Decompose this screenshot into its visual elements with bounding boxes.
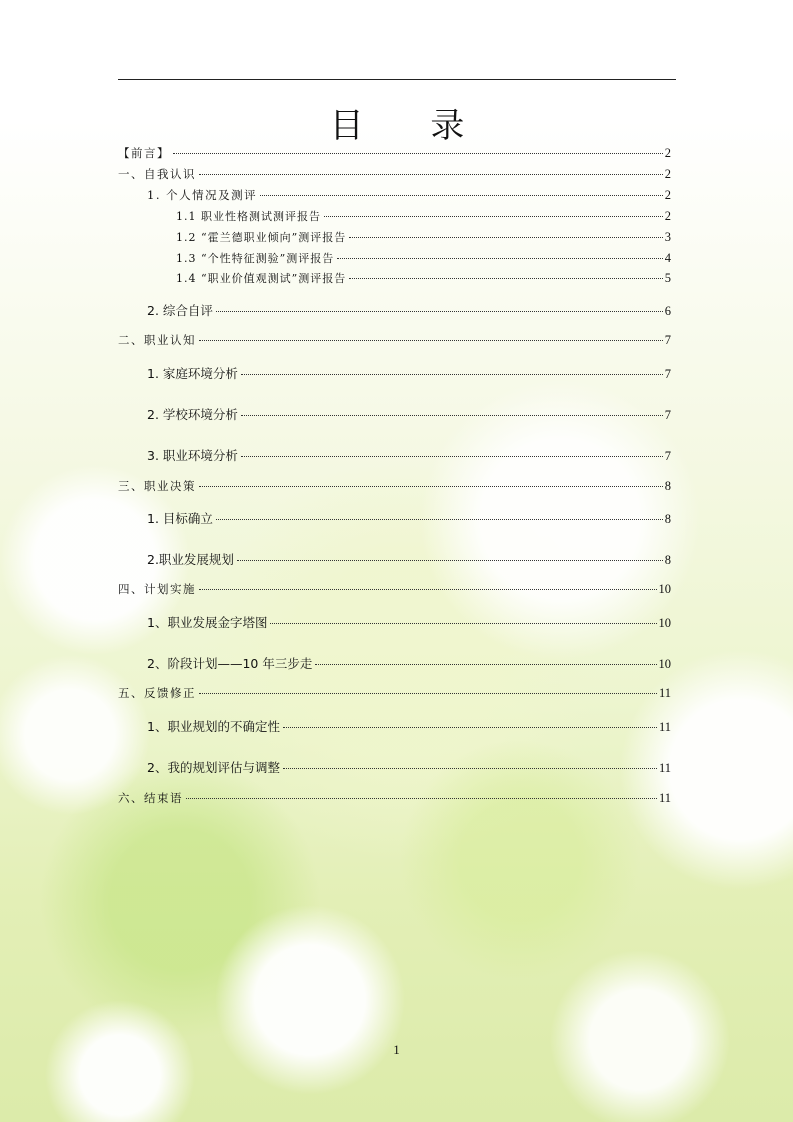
toc-entry-page: 8	[664, 512, 671, 526]
toc-entry-label: 【前言】	[118, 146, 170, 160]
toc-entry-label: 二、职业认知	[118, 333, 196, 347]
toc-entry-uncertainty[interactable]	[147, 717, 671, 733]
toc-leader	[199, 589, 657, 590]
toc-entry-page: 10	[658, 616, 671, 630]
toc-entry-label: 1、职业发展金字塔图	[147, 615, 268, 630]
toc-entry-stage-plan[interactable]	[147, 654, 671, 670]
toc-title: 目 录	[329, 106, 493, 146]
toc-leader	[349, 237, 663, 238]
toc-entry-label: 2、我的规划评估与调整	[147, 760, 280, 775]
toc-leader	[216, 519, 663, 520]
toc-entry-label: 1. 目标确立	[147, 511, 213, 526]
toc-entry-assessment-adjustment[interactable]	[147, 758, 671, 774]
toc-entry-page: 7	[664, 333, 671, 347]
toc-leader	[199, 340, 663, 341]
toc-entry-label: 1.2 “霍兰德职业倾向”测评报告	[176, 231, 347, 244]
toc-entry-page: 2	[664, 167, 671, 181]
toc-entry-label: 1. 家庭环境分析	[147, 366, 238, 381]
toc-entry-school-analysis[interactable]	[147, 405, 671, 421]
toc-entry-page: 6	[664, 304, 671, 318]
toc-entry-page: 7	[664, 408, 671, 422]
toc-entry-preface[interactable]	[118, 145, 671, 161]
toc-leader	[349, 278, 663, 279]
toc-leader	[315, 664, 656, 665]
toc-entry-page: 2	[664, 188, 671, 202]
toc-entry-values-test[interactable]	[176, 270, 671, 286]
toc-leader	[237, 560, 663, 561]
toc-entry-label: 一、自我认识	[118, 167, 196, 181]
toc-entry-label: 三、职业决策	[118, 479, 196, 493]
toc-entry-career-environment[interactable]	[147, 446, 671, 462]
toc-entry-label: 五、反馈修正	[118, 686, 196, 700]
toc-leader	[199, 486, 663, 487]
toc-leader	[241, 415, 663, 416]
toc-entry-page: 11	[658, 791, 671, 805]
toc-entry-label: 1.4 “职业价值观测试”测评报告	[176, 272, 347, 285]
toc-leader	[283, 768, 657, 769]
toc-leader	[216, 311, 663, 312]
toc-entry-label: 2. 学校环境分析	[147, 407, 238, 422]
toc-entry-page: 11	[658, 686, 671, 700]
toc-entry-page: 10	[658, 657, 671, 671]
toc-entry-feedback[interactable]	[118, 685, 671, 701]
page-number: 1	[393, 1042, 400, 1057]
toc-entry-personality-test[interactable]	[176, 208, 671, 224]
toc-entry-label: 1.3 “个性特征测验”测评报告	[176, 252, 335, 265]
toc-leader	[186, 798, 657, 799]
toc-entry-pyramid-chart[interactable]	[147, 613, 671, 629]
toc-leader	[241, 374, 663, 375]
toc-entry-trait-test[interactable]	[176, 250, 671, 266]
toc-leader	[199, 693, 657, 694]
toc-entry-label: 六、结束语	[118, 791, 183, 805]
toc-entry-career-decision[interactable]	[118, 478, 671, 494]
toc-entry-label: 3. 职业环境分析	[147, 448, 238, 463]
toc-entry-page: 3	[664, 230, 671, 244]
toc-entry-self-evaluation[interactable]	[147, 301, 671, 317]
toc-entry-family-analysis[interactable]	[147, 364, 671, 380]
toc-entry-page: 11	[658, 761, 671, 775]
toc-entry-page: 11	[658, 720, 671, 734]
toc-entry-label: 2. 综合自评	[147, 303, 213, 318]
toc-leader	[270, 623, 656, 624]
toc-entry-page: 8	[664, 479, 671, 493]
toc-leader	[260, 195, 663, 196]
toc-leader	[337, 258, 663, 259]
toc-entry-goal-setting[interactable]	[147, 509, 671, 525]
toc-entry-personal-assessment[interactable]	[147, 187, 671, 203]
toc-leader	[324, 216, 663, 217]
toc-entry-implementation[interactable]	[118, 581, 671, 597]
toc-entry-page: 2	[664, 209, 671, 223]
toc-entry-label: 2.职业发展规划	[147, 552, 234, 567]
toc-entry-holland-test[interactable]	[176, 229, 671, 245]
toc-entry-page: 10	[658, 582, 671, 596]
toc-entry-page: 4	[664, 251, 671, 265]
toc-entry-page: 7	[664, 367, 671, 381]
toc-entry-conclusion[interactable]	[118, 790, 671, 806]
toc-leader	[199, 174, 663, 175]
toc-entry-label: 四、计划实施	[118, 582, 196, 596]
toc-entry-label: 1.1 职业性格测试测评报告	[176, 210, 321, 223]
toc-entry-self-awareness[interactable]	[118, 166, 671, 182]
toc-entry-label: 1、职业规划的不确定性	[147, 719, 280, 734]
toc-entry-page: 5	[664, 271, 671, 285]
toc-entry-label: 1. 个人情况及测评	[147, 188, 258, 202]
toc-entry-career-cognition[interactable]	[118, 332, 671, 348]
toc-entry-page: 8	[664, 553, 671, 567]
toc-leader	[173, 153, 663, 154]
toc-entry-page: 2	[664, 146, 671, 160]
toc-entry-page: 7	[664, 449, 671, 463]
toc-leader	[283, 727, 657, 728]
toc-entry-label: 2、阶段计划——10 年三步走	[147, 656, 313, 671]
toc-leader	[241, 456, 663, 457]
toc-entry-career-plan[interactable]	[147, 550, 671, 566]
